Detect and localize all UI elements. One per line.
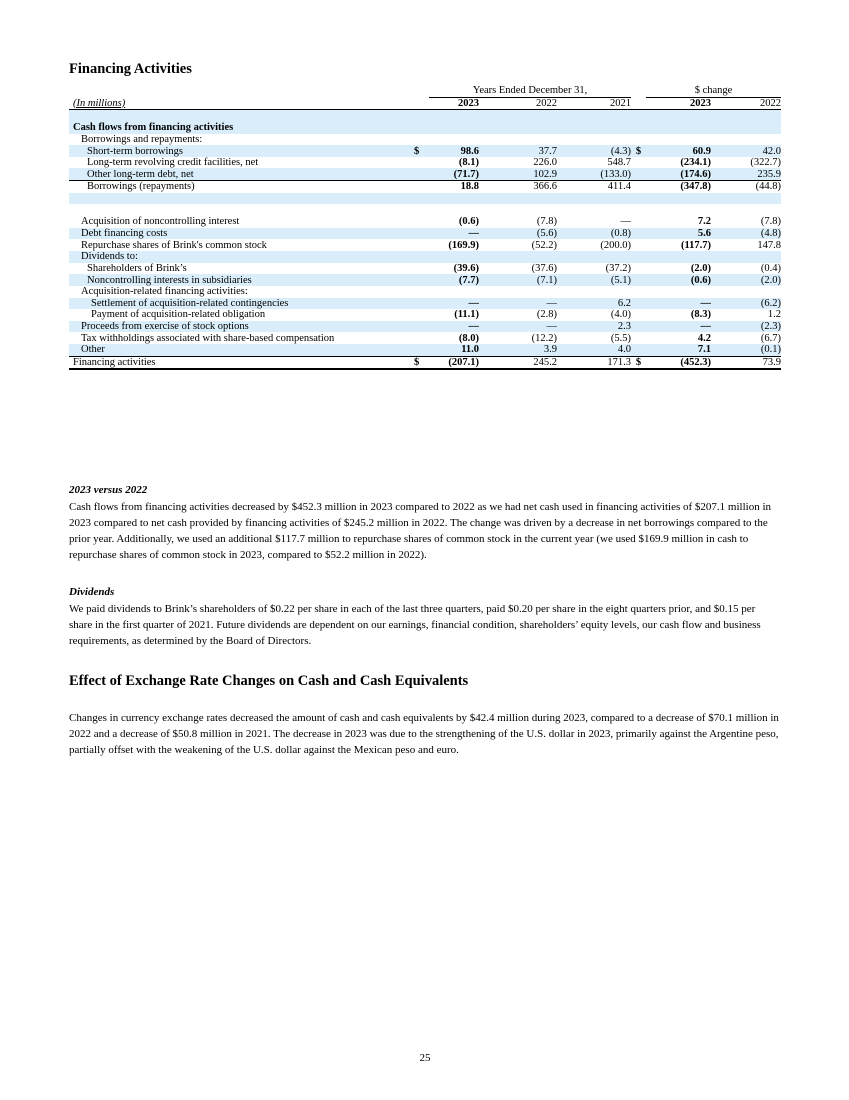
cell-value: (5.5): [610, 332, 632, 344]
cell-value: (0.6): [646, 274, 711, 286]
row-label: Acquisition-related financing activities:: [81, 286, 248, 298]
table-row: [69, 145, 781, 157]
table-row: [69, 263, 781, 275]
page-number: 25: [419, 1052, 431, 1064]
cell-value: (207.1): [429, 356, 479, 369]
cell-value: (0.4): [760, 262, 782, 274]
paragraph: Cash flows from financing activities decreased by $452.3 million in 2023 compared to 2022 as we had net cash used in financing activities of $207.1 million in 2023 compared to net cash provided by financing activities of $245.2 million in 2022. The change was driven by a decrease in net borrowings compared to the prior year. Additionally, we used an additional $117.7 million to repurchase shares of common stock in the current year (we used $169.9 million in cash to repurchase shares of common stock in 2023, compared to $52.2 million in 2022).: [69, 501, 772, 561]
table-row: [69, 321, 781, 333]
table-row: [69, 216, 781, 228]
cell-value: 2.3: [557, 321, 631, 333]
dollar-sign: $: [631, 356, 646, 369]
cell-value: (39.6): [453, 262, 479, 274]
row-label: Other long-term debt, net: [69, 168, 414, 180]
table-row: [69, 157, 781, 169]
cell-value: 18.8: [460, 181, 479, 193]
table-row: [69, 181, 781, 193]
row-label: Repurchase shares of Brink's common stock: [81, 239, 267, 251]
cell-value: 4.2: [697, 332, 712, 344]
cell-value: —: [429, 298, 479, 310]
row-label: Shareholders of Brink’s: [87, 262, 187, 274]
cell-value: (2.0): [690, 262, 712, 274]
cell-value: (7.8): [536, 216, 557, 228]
year-header: 2023: [646, 97, 711, 110]
table-row: [69, 309, 781, 321]
cell-value: (2.3): [711, 321, 781, 333]
subsection-title: 2023 versus 2022: [69, 484, 148, 496]
row-label: Borrowings and repayments:: [81, 133, 203, 145]
cell-value: 4.0: [557, 344, 631, 356]
year-header: 2022: [711, 97, 781, 110]
cell-value: (11.1): [454, 309, 479, 321]
cell-value: (0.8): [557, 228, 631, 240]
cell-value: —: [479, 298, 557, 310]
row-label: Noncontrolling interests in subsidiaries: [69, 274, 414, 286]
cell-value: (347.8): [680, 181, 712, 193]
cell-value: (8.3): [690, 309, 712, 321]
table-row: [69, 332, 781, 344]
row-label: Settlement of acquisition-related contingencies: [69, 298, 414, 310]
cell-value: (5.6): [479, 228, 557, 240]
cell-value: 366.6: [533, 181, 557, 193]
cell-value: 42.0: [711, 145, 781, 157]
dollar-sign: $: [414, 356, 429, 369]
row-label: Debt financing costs: [69, 228, 414, 240]
cell-value: (7.1): [479, 274, 557, 286]
year-header: 2023: [429, 97, 479, 110]
cell-value: (7.8): [760, 216, 782, 228]
cell-value: 37.7: [479, 145, 557, 157]
cell-value: 98.6: [429, 145, 479, 157]
cell-value: (8.1): [458, 157, 479, 169]
year-header: 2021: [557, 97, 631, 110]
cell-value: (322.7): [750, 157, 782, 169]
cell-value: (37.6): [531, 262, 557, 274]
cell-value: (2.0): [711, 274, 781, 286]
table-row: [69, 228, 781, 240]
cell-value: 1.2: [767, 309, 782, 321]
cell-value: —: [429, 321, 479, 333]
paragraph: We paid dividends to Brink’s shareholders of $0.22 per share in each of the last three quarters, paid $0.20 per share in the eight quarters prior, and $0.15 per share in the first quarter of 2021. Future dividends are dependent on our earnings, financial condition, shareholders’ equity levels, our cash flow and business requirements, as determined by the Board of Directors.: [69, 603, 761, 647]
row-label: Tax withholdings associated with share-based compensation: [81, 332, 335, 344]
cell-value: (12.2): [531, 332, 557, 344]
cell-value: (4.0): [610, 309, 632, 321]
row-label: Short-term borrowings: [69, 145, 414, 157]
cell-value: (6.2): [711, 298, 781, 310]
cell-value: (0.1): [711, 344, 781, 356]
cell-value: (7.7): [429, 274, 479, 286]
row-label: Proceeds from exercise of stock options: [69, 321, 414, 333]
cell-value: 171.3: [557, 356, 631, 369]
financing-table: [69, 85, 781, 370]
section-title: Effect of Exchange Rate Changes on Cash and Cash Equivalents: [69, 673, 469, 689]
cell-value: 147.8: [757, 239, 782, 251]
row-label: Long-term revolving credit facilities, net: [87, 157, 259, 169]
row-label: Payment of acquisition-related obligation: [91, 309, 266, 321]
cell-value: (8.0): [458, 332, 479, 344]
cell-value: 7.2: [697, 216, 712, 228]
cell-value: (133.0): [557, 168, 631, 180]
cell-value: —: [646, 298, 711, 310]
cell-value: (4.8): [711, 228, 781, 240]
dollar-sign: $: [631, 145, 646, 157]
row-label: Other: [69, 344, 414, 356]
year-header: 2022: [479, 97, 557, 110]
cell-value: 73.9: [711, 356, 781, 369]
table-row: [69, 274, 781, 286]
cell-value: —: [429, 228, 479, 240]
cell-value: 6.2: [557, 298, 631, 310]
change-group-header: $ change: [646, 85, 781, 97]
table-row: [69, 344, 781, 356]
table-row: [69, 356, 781, 369]
unit-label: (In millions): [69, 97, 414, 110]
cell-value: 235.9: [711, 168, 781, 180]
cell-value: 226.0: [533, 157, 557, 169]
cell-value: 102.9: [479, 168, 557, 180]
cell-value: (200.0): [600, 239, 632, 251]
cell-value: (37.2): [605, 262, 632, 274]
paragraph: Changes in currency exchange rates decreased the amount of cash and cash equivalents by $42.4 million during 2023, compared to a decrease of $70.1 million in 2022 and a decrease of $50.8 million in 2021. The decrease in 2023 was due to the strengthening of the U.S. dollar in 2023, primarily against the Argentine peso, partially offset with the weakening of the U.S. dollar against the Mexican peso and euro.: [69, 712, 779, 756]
cell-value: —: [479, 321, 557, 333]
cell-value: 7.1: [646, 344, 711, 356]
cell-value: —: [646, 321, 711, 333]
cell-value: (4.3): [557, 145, 631, 157]
cell-value: (234.1): [680, 157, 712, 169]
cell-value: 411.4: [607, 181, 632, 193]
cell-value: (117.7): [680, 239, 712, 251]
table-row: [69, 168, 781, 180]
cell-value: 60.9: [646, 145, 711, 157]
cell-value: (5.1): [557, 274, 631, 286]
dollar-sign: $: [414, 145, 429, 157]
cell-value: (6.7): [760, 332, 782, 344]
cell-value: (169.9): [448, 239, 479, 251]
cell-value: 548.7: [607, 157, 632, 169]
cell-value: (71.7): [429, 168, 479, 180]
cell-value: 5.6: [646, 228, 711, 240]
row-label: Borrowings (repayments): [87, 181, 195, 193]
table-row: [69, 298, 781, 310]
row-label: Financing activities: [69, 356, 414, 369]
years-group-header: Years Ended December 31,: [429, 85, 631, 97]
cell-value: (2.8): [536, 309, 557, 321]
cell-value: 3.9: [479, 344, 557, 356]
cell-value: (452.3): [646, 356, 711, 369]
section-title: Financing Activities: [69, 61, 192, 77]
subsection-title: Dividends: [69, 586, 115, 598]
cell-value: (174.6): [646, 168, 711, 180]
cell-value: 11.0: [429, 344, 479, 356]
row-label: Acquisition of noncontrolling interest: [81, 216, 240, 228]
row-label: Dividends to:: [69, 251, 414, 263]
cell-value: (0.6): [458, 216, 479, 228]
table-row: [69, 239, 781, 251]
cell-value: (52.2): [531, 239, 557, 251]
cell-value: (44.8): [755, 181, 782, 193]
cell-value: 245.2: [479, 356, 557, 369]
row-label: Cash flows from financing activities: [69, 122, 414, 134]
cell-value: —: [620, 216, 632, 228]
